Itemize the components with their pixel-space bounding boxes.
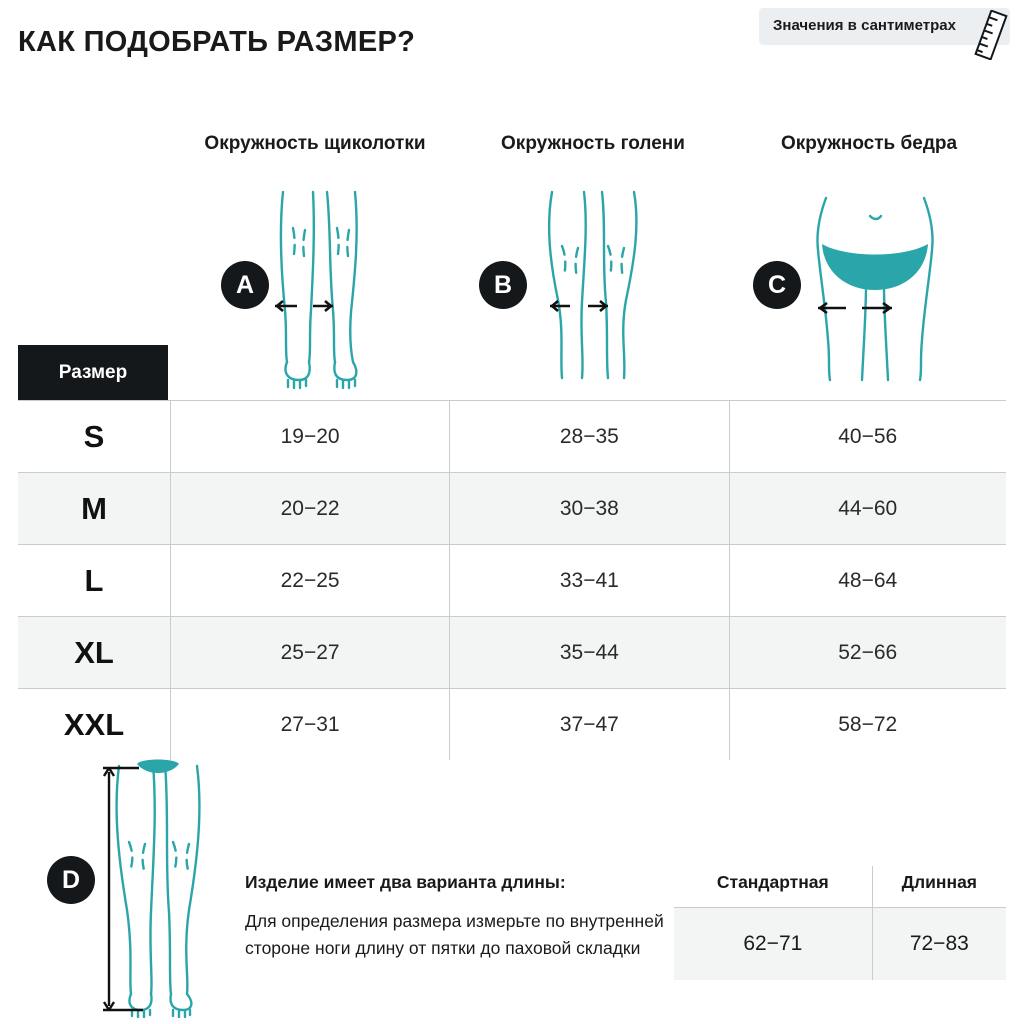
badge-a: A (221, 261, 269, 309)
cell-ankle: 27−31 (171, 689, 450, 761)
cell-ankle: 25−27 (171, 617, 450, 689)
length-note-title: Изделие имеет два варианта длины: (245, 872, 566, 892)
cell-calf: 33−41 (450, 545, 729, 617)
table-row (18, 545, 1006, 617)
cell-size: L (18, 545, 171, 617)
column-heading-calf: Окружность голени (501, 133, 685, 154)
table-row (18, 689, 1006, 761)
column-heading-thigh: Окружность бедра (780, 133, 958, 154)
cell-thigh: 48−64 (729, 545, 1006, 617)
length-table-row (674, 908, 1006, 981)
cell-ankle: 20−22 (171, 473, 450, 545)
table-row (18, 473, 1006, 545)
cell-thigh: 40−56 (729, 401, 1006, 473)
length-header-long: Длинная (872, 866, 1006, 908)
table-row (18, 401, 1006, 473)
length-value-standard: 62−71 (674, 908, 872, 981)
legs-calf-illustration (528, 190, 658, 390)
cell-calf: 30−38 (450, 473, 729, 545)
length-table-header-row (674, 866, 1006, 908)
cell-size: XXL (18, 689, 171, 761)
cell-size: XL (18, 617, 171, 689)
size-column-header: Размер (18, 345, 168, 401)
cell-ankle: 19−20 (171, 401, 450, 473)
page-title: КАК ПОДОБРАТЬ РАЗМЕР? (18, 26, 416, 58)
cell-size: S (18, 401, 171, 473)
ruler-icon (974, 10, 1008, 60)
cell-calf: 37−47 (450, 689, 729, 761)
badge-d: D (47, 856, 95, 904)
table-row (18, 617, 1006, 689)
badge-c: C (753, 261, 801, 309)
cell-thigh: 44−60 (729, 473, 1006, 545)
cell-calf: 28−35 (450, 401, 729, 473)
badge-b: B (479, 261, 527, 309)
length-note-text: Для определения размера измерьте по внутренней стороне ноги длину от пятки до паховой складки (245, 911, 664, 959)
cell-thigh: 52−66 (729, 617, 1006, 689)
cell-ankle: 22−25 (171, 545, 450, 617)
length-table (674, 866, 1006, 980)
hips-thigh-illustration (800, 190, 950, 390)
column-heading-ankle: Окружность щиколотки (204, 133, 426, 154)
cell-size: M (18, 473, 171, 545)
cell-calf: 35−44 (450, 617, 729, 689)
length-header-standard: Стандартная (716, 872, 829, 892)
units-badge: Значения в сантиметрах (759, 8, 1010, 45)
legs-length-illustration (95, 758, 225, 1018)
cell-thigh: 58−72 (729, 689, 1006, 761)
size-table (18, 400, 1006, 760)
length-value-long: 72−83 (872, 908, 1006, 981)
legs-ankle-illustration (255, 190, 385, 390)
